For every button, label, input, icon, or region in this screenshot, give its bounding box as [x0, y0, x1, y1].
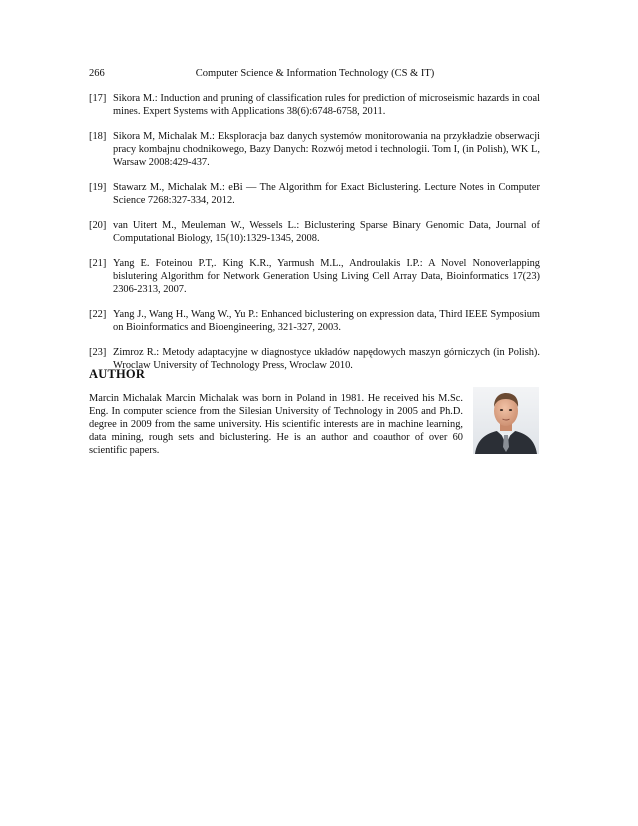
- reference-number: [19]: [89, 182, 107, 193]
- running-title: Computer Science & Information Technology (CS & IT): [195, 68, 435, 79]
- reference-text: Yang E. Foteinou P.T,. King K.R., Yarmush M.L., Androulakis I.P.: A Novel Nonoverlapping bislutering Algorithm for Network Generation Using Living Cell Array Data, Bioinformatics 17(23) 2306-2313, 2007.: [113, 258, 540, 295]
- author-biography: Marcin Michalak Marcin Michalak was born in Poland in 1981. He received his M.Sc. Eng. In computer science from the Silesian University of Technology in 2005 and Ph.D. degree in 2009 from the same university. His scientific interests are in machine learning, data mining, rough sets and biclustering. He is an author and coauthor of over 60 scientific papers.: [89, 393, 463, 456]
- reference-number: [17]: [89, 93, 107, 104]
- reference-text: Yang J., Wang H., Wang W., Yu P.: Enhanced biclustering on expression data, Third IEEE Symposium on Bioinformatics and Bioengineering, 321-327, 2003.: [113, 309, 540, 333]
- reference-item: [89, 219, 540, 245]
- reference-text: Zimroz R.: Metody adaptacyjne w diagnostyce układów napędowych maszyn górniczych (in Polish). Wroclaw University of Technology Press, Wroclaw 2010.: [113, 347, 540, 371]
- author-section-heading: AUTHOR: [89, 367, 146, 381]
- reference-text: Sikora M.: Induction and pruning of classification rules for prediction of microseismic hazards in coal mines. Expert Systems with Applications 38(6):6748-6758, 2011.: [113, 93, 540, 117]
- reference-text: van Uitert M., Meuleman W., Wessels L.: Biclustering Sparse Binary Genomic Data, Journal of Computational Biology, 15(10):1329-1345, 2008.: [113, 220, 540, 244]
- page-header: [89, 68, 541, 84]
- author-photo: [473, 387, 539, 454]
- reference-text: Stawarz M., Michalak M.: eBi — The Algorithm for Exact Biclustering. Lecture Notes in Computer Science 7268:327-334, 2012.: [113, 182, 540, 206]
- reference-text: Sikora M, Michalak M.: Eksploracja baz danych systemów monitorowania na przykładzie obserwacji pracy kombajnu chodnikowego, Bazy Danych: Rozwój metod i technologii. Tom I, (in Polish), WK L, Warsaw 2008:429-437.: [113, 131, 540, 168]
- reference-item: [89, 181, 540, 207]
- reference-item: [89, 346, 540, 372]
- reference-item: [89, 308, 540, 334]
- reference-number: [23]: [89, 347, 107, 358]
- reference-item: [89, 130, 540, 169]
- reference-number: [22]: [89, 309, 107, 320]
- reference-item: [89, 92, 540, 118]
- page-number: 266: [89, 68, 105, 79]
- reference-number: [20]: [89, 220, 107, 231]
- reference-item: [89, 257, 540, 296]
- reference-number: [21]: [89, 258, 107, 269]
- reference-number: [18]: [89, 131, 107, 142]
- reference-list: [89, 92, 540, 384]
- author-portrait-image: [473, 387, 539, 454]
